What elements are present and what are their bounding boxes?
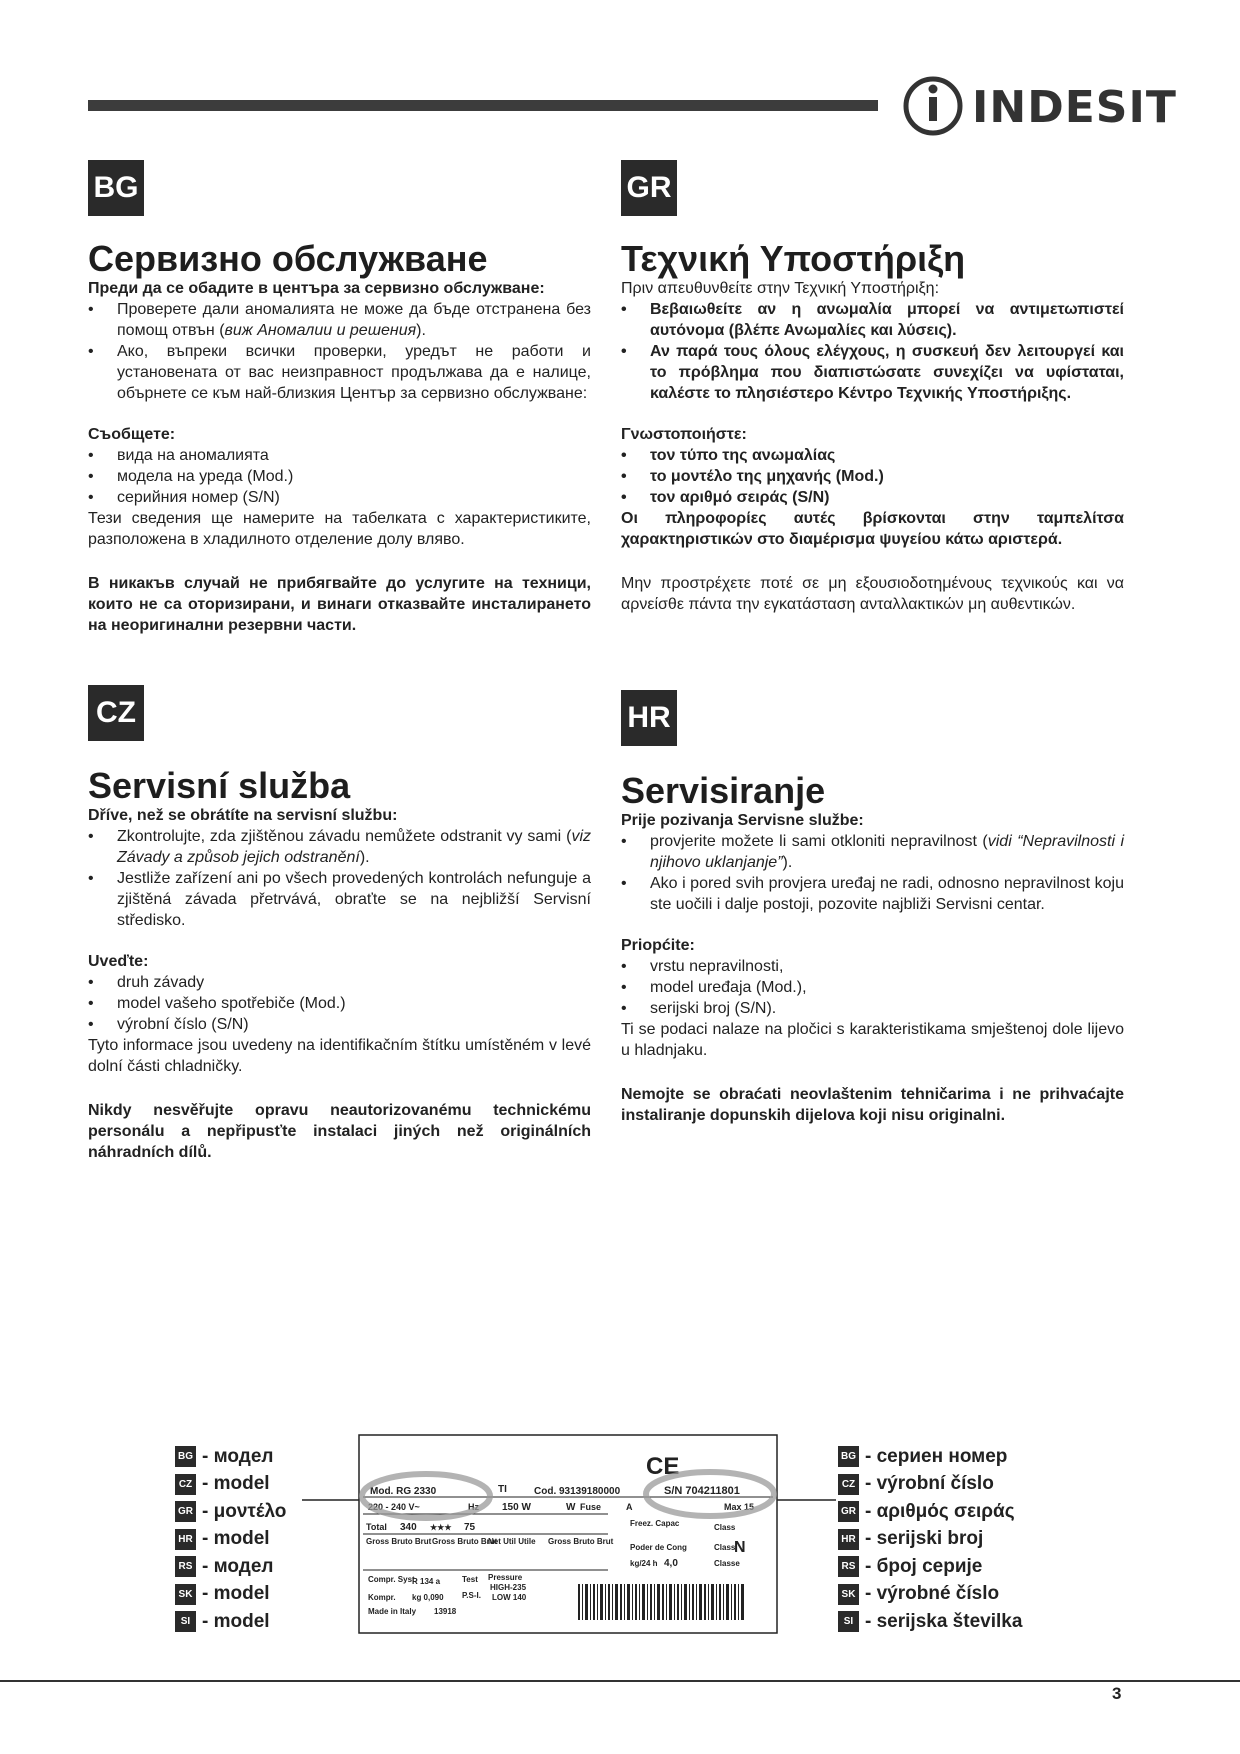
lang-badge-cz: CZ <box>88 685 144 741</box>
legend-row: HR - model <box>175 1526 286 1554</box>
legend-row: GR - μοντέλο <box>175 1498 286 1526</box>
svg-text:★★★: ★★★ <box>430 1523 452 1532</box>
note-text: Tyto informace jsou uvedeny na identifikačním štítku umístěném v levé dolní části chladničky. <box>88 1036 591 1075</box>
svg-text:P.S-I.: P.S-I. <box>462 1591 481 1600</box>
footer-rule <box>0 1680 1240 1682</box>
list-item: • druh závady <box>88 972 591 993</box>
legend-row: BG - сериен номер <box>838 1443 1022 1471</box>
svg-text:Freez. Capac: Freez. Capac <box>630 1519 680 1528</box>
svg-text:Gross Bruto Brut: Gross Bruto Brut <box>366 1537 432 1546</box>
svg-text:Max 15: Max 15 <box>724 1502 755 1512</box>
legend-row: RS - модел <box>175 1553 286 1581</box>
brand-name: INDESIT <box>972 82 1177 133</box>
svg-text:R 134 a: R 134 a <box>412 1577 441 1586</box>
svg-text:Compr. Syst.: Compr. Syst. <box>368 1575 417 1584</box>
list-item: • provjerite možete li sami otkloniti nepravilnost (vidi “Nepravilnosti i njihovo uklanjanje”). <box>621 831 1124 873</box>
svg-text:Total: Total <box>366 1522 387 1532</box>
svg-text:Kompr.: Kompr. <box>368 1593 396 1602</box>
list-item: • serijski broj (S/N). <box>621 998 1124 1019</box>
legend-row: CZ - model <box>175 1471 286 1499</box>
svg-text:Fuse: Fuse <box>580 1502 602 1512</box>
legend-row: SK - model <box>175 1581 286 1609</box>
intro-text: Преди да се обадите в центъра за сервизно обслужване: <box>88 279 545 297</box>
section-title: Сервизно обслужване <box>88 238 488 279</box>
svg-text:TI: TI <box>498 1484 507 1495</box>
intro-text: Dříve, než se obrátíte na servisní službu: <box>88 806 398 824</box>
lang-badge-hr: HR <box>621 690 677 746</box>
list-item: • серийния номер (S/N) <box>88 487 591 508</box>
legend-row: SI - model <box>175 1608 286 1636</box>
list-item: • вида на аномалията <box>88 445 591 466</box>
svg-text:kg/24 h: kg/24 h <box>630 1559 658 1568</box>
svg-text:Hz: Hz <box>468 1502 479 1512</box>
notify-heading: Priopćite: <box>621 936 695 954</box>
section-title: Servisní služba <box>88 765 351 806</box>
warning-text: В никакъв случай не прибягвайте до услугите на техници, които не са оторизирани, и винаги отказвайте инсталирането на неоригинални резервни части. <box>88 574 591 634</box>
svg-text:Class: Class <box>714 1523 736 1532</box>
list-item: • model uređaja (Mod.), <box>621 977 1124 998</box>
svg-text:220 - 240 V~: 220 - 240 V~ <box>368 1502 420 1512</box>
legend-row: SI - serijska številka <box>838 1608 1022 1636</box>
lang-badge-gr: GR <box>621 160 677 216</box>
svg-text:Mod. RG 2330: Mod. RG 2330 <box>370 1486 437 1497</box>
svg-text:HIGH-235: HIGH-235 <box>490 1583 527 1592</box>
svg-text:kg 0,090: kg 0,090 <box>412 1593 444 1602</box>
svg-text:Made in Italy: Made in Italy <box>368 1607 417 1616</box>
intro-text: Prije pozivanja Servisne službe: <box>621 811 864 829</box>
list-item: • τον αριθμό σειράς (S/N) <box>621 487 1124 508</box>
page-number: 3 <box>1112 1684 1122 1703</box>
svg-text:Class: Class <box>714 1543 736 1552</box>
list-item: • модела на уреда (Mod.) <box>88 466 591 487</box>
svg-text:13918: 13918 <box>434 1607 457 1616</box>
list-item: • vrstu nepravilnosti, <box>621 956 1124 977</box>
list-item: • Ако, въпреки всички проверки, уредът не работи и установената от вас неизправност продължава да е налице, обърнете се към най-близкия Център за сервизно обслужване: <box>88 341 591 404</box>
note-text: Ti se podaci nalaze na pločici s karakteristikama smještenoj dole lijevo u hladnjaku. <box>621 1020 1124 1059</box>
svg-text:Pressure: Pressure <box>488 1573 523 1582</box>
legend-row: BG - модел <box>175 1443 286 1471</box>
list-item: • Zkontrolujte, zda zjištěnou závadu nemůžete odstranit vy sami (viz Závady a způsob jejich odstranění). <box>88 826 591 868</box>
notify-heading: Γνωστοποιήστε: <box>621 425 747 443</box>
svg-text:150 W: 150 W <box>502 1502 531 1513</box>
list-item: • model vašeho spotřebiče (Mod.) <box>88 993 591 1014</box>
svg-text:Net Util Utile: Net Util Utile <box>488 1537 536 1546</box>
legend-row: SK - výrobné číslo <box>838 1581 1022 1609</box>
section-title: Τεχνική Υποστήριξη <box>621 238 966 279</box>
notify-heading: Uveďte: <box>88 952 149 970</box>
list-item: • Ako i pored svih provjera uređaj ne radi, odnosno nepravilnost koju ste uočili i dalje postoji, pozovite najbliži Servisni centar. <box>621 873 1124 915</box>
svg-text:LOW 140: LOW 140 <box>492 1593 527 1602</box>
svg-text:340: 340 <box>400 1522 417 1533</box>
svg-text:N: N <box>734 1539 746 1556</box>
list-item: • Проверете дали аномалията не може да бъде отстранена без помощ отвън (виж Аномалии и решения). <box>88 299 591 341</box>
svg-text:4,0: 4,0 <box>664 1558 678 1569</box>
legend-row: RS - број серије <box>838 1553 1022 1581</box>
list-item: • Αν παρά τους όλους ελέγχους, η συσκευή δεν λειτουργεί και το πρόβλημα που διαπιστώσατε συνεχίζει να υφίσταται, καλέστε το πλησιέστερο Κέντρο Τεχνικής Υποστήριξης. <box>621 341 1124 404</box>
warning-text: Μην προστρέχετε ποτέ σε μη εξουσιοδοτημένους τεχνικούς και να αρνείσθε πάντα την εγκατάσταση ανταλλακτικών μη αυθεντικών. <box>621 574 1124 613</box>
section-title: Servisiranje <box>621 770 826 811</box>
note-text: Тези сведения ще намерите на табелката с характеристиките, разположена в хладилното отделение долу вляво. <box>88 509 591 548</box>
legend-row: CZ - výrobní číslo <box>838 1471 1022 1499</box>
warning-text: Nemojte se obraćati neovlaštenim tehničarima i ne prihvaćajte instaliranje dopunskih dijelova koji nisu originalni. <box>621 1085 1124 1124</box>
svg-text:W: W <box>566 1502 576 1513</box>
svg-text:75: 75 <box>464 1522 476 1533</box>
rating-plate <box>358 1434 778 1634</box>
note-text: Οι πληροφορίες αυτές βρίσκονται στην ταμπελίτσα χαρακτηριστικών στο διαμέρισμα ψυγείου κάτω αριστερά. <box>621 509 1124 548</box>
svg-text:Test: Test <box>462 1575 478 1584</box>
list-item: • το μοντέλο της μηχανής (Mod.) <box>621 466 1124 487</box>
list-item: • výrobní číslo (S/N) <box>88 1014 591 1035</box>
svg-text:Poder de Cong: Poder de Cong <box>630 1543 687 1552</box>
intro-text: Πριν απευθυνθείτε στην Τεχνική Υποστήριξη: <box>621 279 940 297</box>
ce-mark: CE <box>646 1453 680 1480</box>
list-item: • Βεβαιωθείτε αν η ανωμαλία μπορεί να αντιμετωπιστεί αυτόνομα (βλέπε Ανωμαλίες και λύσεις). <box>621 299 1124 341</box>
svg-text:Cod. 93139180000: Cod. 93139180000 <box>534 1486 621 1497</box>
svg-text:S/N 704211801: S/N 704211801 <box>664 1485 740 1497</box>
svg-text:Gross Bruto Brut: Gross Bruto Brut <box>432 1537 498 1546</box>
legend-row: HR - serijski broj <box>838 1526 1022 1554</box>
list-item: • Jestliže zařízení ani po všech provedených kontrolách nefunguje a zjištěná závada přetrvává, obraťte se na nejbližší Servisní středisko. <box>88 868 591 931</box>
svg-text:A: A <box>626 1502 633 1512</box>
notify-heading: Съобщете: <box>88 425 176 443</box>
svg-text:Gross Bruto Brut: Gross Bruto Brut <box>548 1537 614 1546</box>
lang-badge-bg: BG <box>88 160 144 216</box>
legend-row: GR - αριθμός σειράς <box>838 1498 1022 1526</box>
list-item: • τον τύπο της ανωμαλίας <box>621 445 1124 466</box>
warning-text: Nikdy nesvěřujte opravu neautorizovanému technickému personálu a nepřipusťte instalaci jiných než originálních náhradních dílů. <box>88 1101 591 1161</box>
svg-text:Classe: Classe <box>714 1559 740 1568</box>
